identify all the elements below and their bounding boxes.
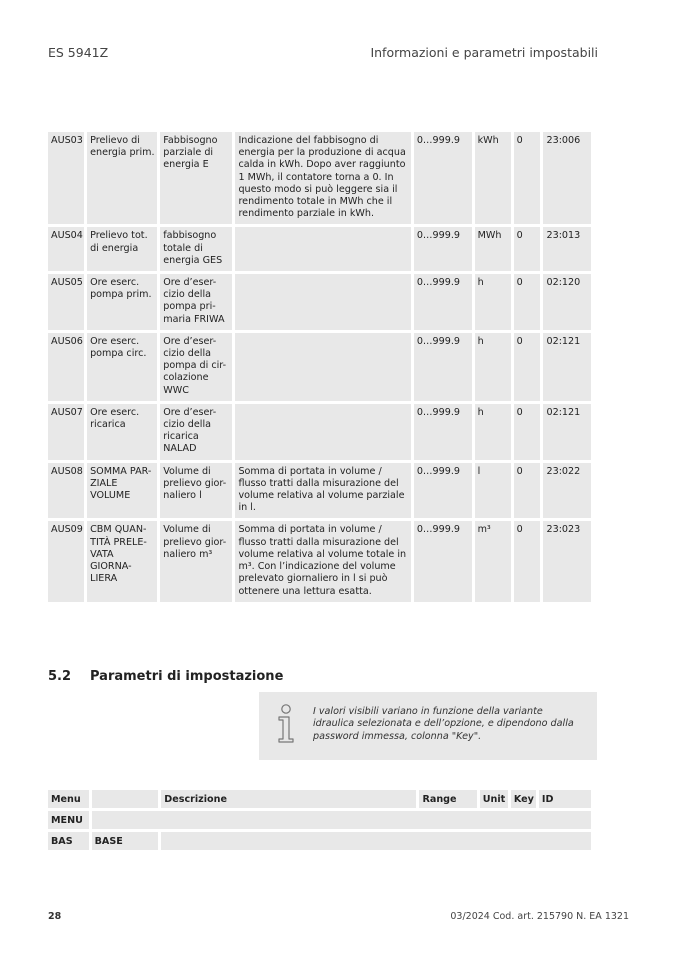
cell-key: 0 [514, 227, 541, 271]
cell-range: 0…999.9 [414, 333, 472, 401]
cell-code: AUS06 [48, 333, 84, 401]
table-row [48, 132, 591, 224]
info-icon [275, 704, 297, 744]
cell-unit: l [475, 463, 511, 519]
info-note-text: I valori visibili variano in funzione della variante idraulica selezionata e dell’opzione, e dipendono dalla password immessa, colonna "Key". [313, 706, 574, 742]
parameters-table [45, 129, 594, 605]
page-number: 28 [48, 911, 62, 922]
cell-code: AUS09 [48, 521, 84, 601]
cell-name: Ore eserc. pompa circ. [87, 333, 157, 401]
cell-name: Ore eserc. pompa prim. [87, 274, 157, 330]
cell-description [235, 333, 410, 401]
cell-name: CBM QUAN-TITÀ PRELE-VATA GIORNA-LIERA [87, 521, 157, 601]
cell-unit: h [475, 333, 511, 401]
cell-key: 0 [514, 404, 541, 460]
bas-code: BAS [48, 832, 89, 850]
cell-code: AUS04 [48, 227, 84, 271]
cell-unit: h [475, 404, 511, 460]
header-menu: Menu [48, 790, 89, 808]
info-note-box [259, 692, 597, 760]
cell-description: Indicazione del fabbisogno di energia per la produzione di acqua calda in kWh. Dopo aver raggiunto 1 MWh, il contatore torna a 0. In questo modo si può leggere sia il rendimento totale in MWh che il rendimento parziale in kWh. [235, 132, 410, 224]
header-key: Key [511, 790, 536, 808]
cell-key: 0 [514, 274, 541, 330]
section-title: Parametri di impostazione [90, 669, 284, 684]
bas-label: BASE [92, 832, 159, 850]
table-row [48, 521, 591, 601]
cell-name: Prelievo di energia prim. [87, 132, 157, 224]
cell-id: 02:121 [543, 333, 591, 401]
cell-meaning: fabbisogno totale di energia GES [160, 227, 232, 271]
cell-id: 02:121 [543, 404, 591, 460]
cell-description [235, 227, 410, 271]
cell-meaning: Volume di prelievo gior-naliero l [160, 463, 232, 519]
cell-name: Prelievo tot. di energia [87, 227, 157, 271]
settings-menu-row [48, 811, 591, 829]
cell-code: AUS07 [48, 404, 84, 460]
cell-code: AUS08 [48, 463, 84, 519]
header-id: ID [539, 790, 591, 808]
cell-meaning: Volume di prelievo gior-naliero m³ [160, 521, 232, 601]
cell-range: 0…999.9 [414, 463, 472, 519]
cell-range: 0…999.9 [414, 227, 472, 271]
menu-label: MENU [48, 811, 89, 829]
cell-id: 02:120 [543, 274, 591, 330]
cell-description: Somma di portata in volume / flusso tratti dalla misurazione del volume relativa al volume totale in m³. Con l’indicazione del volume prelevato giornaliero in l si può ottenere una lettura esatta. [235, 521, 410, 601]
menu-row-filler [92, 811, 591, 829]
header-blank [92, 790, 159, 808]
settings-table [45, 787, 594, 853]
cell-description [235, 274, 410, 330]
cell-unit: m³ [475, 521, 511, 601]
cell-key: 0 [514, 463, 541, 519]
bas-row-filler [161, 832, 591, 850]
cell-id: 23:013 [543, 227, 591, 271]
cell-key: 0 [514, 521, 541, 601]
header-description: Descrizione [161, 790, 416, 808]
cell-id: 23:022 [543, 463, 591, 519]
cell-code: AUS05 [48, 274, 84, 330]
header-range: Range [419, 790, 476, 808]
table-row [48, 463, 591, 519]
cell-range: 0…999.9 [414, 521, 472, 601]
table-row [48, 333, 591, 401]
cell-unit: kWh [475, 132, 511, 224]
table-row [48, 227, 591, 271]
table-row [48, 404, 591, 460]
section-number: 5.2 [48, 669, 72, 684]
cell-unit: MWh [475, 227, 511, 271]
cell-key: 0 [514, 132, 541, 224]
cell-id: 23:023 [543, 521, 591, 601]
cell-name: SOMMA PAR-ZIALE VOLUME [87, 463, 157, 519]
cell-name: Ore eserc. ricarica [87, 404, 157, 460]
header-unit: Unit [480, 790, 508, 808]
header-product-code: ES 5941Z [48, 45, 109, 60]
footer-article-code: 03/2024 Cod. art. 215790 N. EA 1321 [450, 911, 629, 922]
cell-unit: h [475, 274, 511, 330]
cell-description [235, 404, 410, 460]
cell-key: 0 [514, 333, 541, 401]
cell-meaning: Ore d’eser-cizio della pompa di cir-colazione WWC [160, 333, 232, 401]
parameters-table-body [48, 132, 591, 602]
cell-range: 0…999.9 [414, 274, 472, 330]
header-chapter-title: Informazioni e parametri impostabili [370, 45, 598, 60]
table-row [48, 274, 591, 330]
cell-range: 0…999.9 [414, 404, 472, 460]
cell-meaning: Fabbisogno parziale di energia E [160, 132, 232, 224]
cell-meaning: Ore d’eser-cizio della ricarica NALAD [160, 404, 232, 460]
cell-range: 0…999.9 [414, 132, 472, 224]
cell-id: 23:006 [543, 132, 591, 224]
cell-meaning: Ore d’eser-cizio della pompa pri-maria FRIWA [160, 274, 232, 330]
settings-bas-row [48, 832, 591, 850]
settings-table-header [48, 790, 591, 808]
cell-code: AUS03 [48, 132, 84, 224]
cell-description: Somma di portata in volume / flusso tratti dalla misurazione del volume relativa al volume parziale in l. [235, 463, 410, 519]
